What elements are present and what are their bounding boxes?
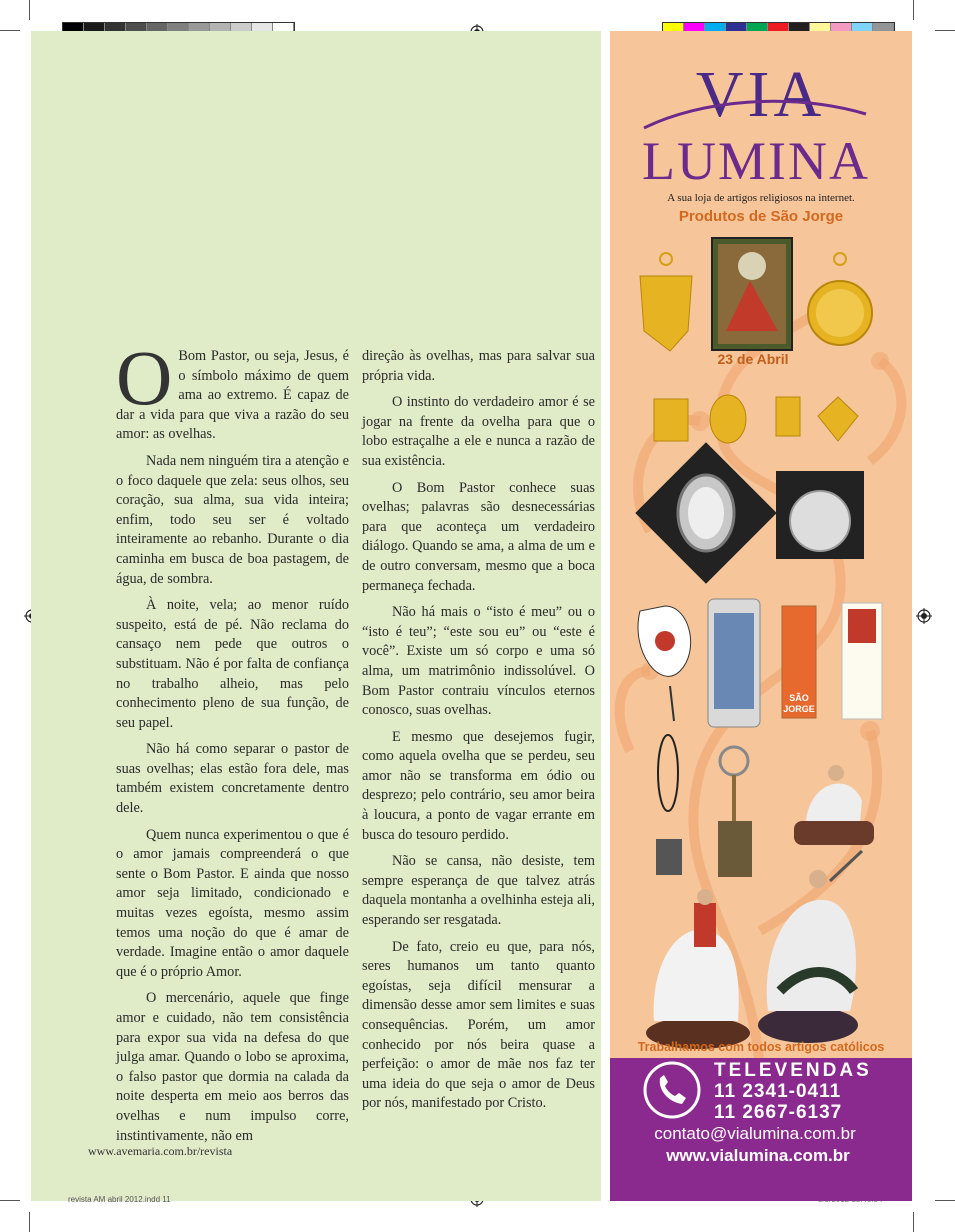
crop-mark	[935, 1200, 955, 1201]
article-paragraph: À noite, vela; ao menor ruído suspeito, está de pé. Não reclama do cansaço nem pede que outros o substituam. Não é por falta de confiança no trabalho alheio, mas pelo conhecimento pleno de sua função, de seu papel.	[116, 597, 349, 731]
gold-pendant-icon	[654, 399, 688, 441]
televendas-title: TELEVENDAS	[714, 1060, 872, 1081]
keychain-icon	[656, 735, 682, 875]
article-paragraph: Nada nem ninguém tira a atenção e o foco daquele que zela: seus olhos, seu coração, sua alma, sua vida inteira; enfim, todo seu ser é voltado inteiramente ao rebanho. Durante o dia caminha em busca de boa pastagem, de água, de sombra.	[116, 452, 349, 587]
phone-number: 11 2341-0411	[714, 1081, 842, 1102]
ad-bottom-line: Trabalhamos com todos artigos católicos	[637, 1040, 885, 1054]
crop-mark	[0, 1200, 20, 1201]
rosary-card-icon	[638, 606, 691, 721]
crop-mark	[29, 1212, 30, 1232]
svg-text:JORGE: JORGE	[783, 704, 815, 714]
gold-pendant-icon	[776, 397, 800, 436]
logo-lumina: LUMINA	[642, 131, 870, 191]
prayer-box-icon	[782, 606, 816, 718]
crop-mark	[935, 30, 955, 31]
article-paragraph: Quem nunca experimentou o que é o amor jamais compreenderá o que sente o Bom Pastor. E ainda que nosso amor seja limitado, condicionado e muitas vezes egoísta, mesmo assim temos uma noção do que é amar de verdade. Imagine então o amor daquele que é o próprio Amor.	[116, 826, 349, 980]
footer-url: www.avemaria.com.br/revista	[88, 1144, 233, 1158]
gold-pendant-icon	[640, 253, 692, 351]
crop-mark	[913, 1212, 914, 1232]
advertisement	[610, 31, 912, 1201]
article-paragraph: E mesmo que desejemos fugir, como aquela ovelha que se perdeu, seu amor não se transforma em ódio ou desprezo; pelo contrário, seu amor beira à loucura, a ponto de vagar errante em busca do tesouro perdido.	[362, 728, 595, 843]
statue-icon	[758, 851, 862, 1043]
article-paragraph: Não se cansa, não desiste, tem sempre esperança de que talvez atrás daquela montanha a ovelhinha esteja ali, esperando ser resgatada.	[362, 853, 595, 929]
registration-mark-icon	[916, 608, 932, 624]
article-paragraph: O instinto do verdadeiro amor é se jogar na frente da ovelha para que o lobo estraçalhe a ele e nunca a razão de sua existência.	[362, 394, 595, 469]
ad-tagline: A sua loja de artigos religiosos na internet.	[667, 192, 855, 204]
file-slug: revista AM abril 2012.indd 11	[68, 1195, 171, 1204]
crop-mark	[0, 30, 20, 31]
logo-swoosh-icon	[640, 94, 870, 134]
keychain-icon	[718, 747, 752, 877]
article-paragraph: O mercenário, aquele que finge amor e cuidado, não tem consistência para expor sua vida na defesa do que julga amar. Quando o lobo se aproxima, o falso pastor que dormia na calada da noite desperta em meio aos berros das ovelhas e num impulso corre, instintivamente, não em	[116, 990, 349, 1144]
article-paragraph: O Bom Pastor, ou seja, Jesus, é o símbolo máximo de quem ama ao extremo. É capaz de dar a vida para que viva a razão do seu amor: as ovelhas.	[116, 334, 349, 443]
article-column-1	[116, 334, 349, 1153]
ad-subtitle: Produtos de São Jorge	[678, 208, 844, 225]
article-paragraph: direção às ovelhas, mas para salvar sua própria vida.	[362, 348, 595, 384]
logo-via: VIA	[695, 58, 826, 131]
prayer-card-icon	[842, 603, 882, 719]
statue-icon	[794, 765, 874, 845]
date-label: 23 de Abril	[717, 351, 789, 367]
crop-mark	[913, 0, 914, 20]
article-column-2	[362, 347, 595, 1121]
phone-number: 11 2667-6137	[714, 1102, 843, 1123]
contact-email: contato@vialumina.com.br	[654, 1124, 856, 1143]
saint-george-card-icon	[712, 238, 792, 350]
gold-pendant-icon	[818, 397, 858, 441]
silver-pendant-icon	[635, 442, 776, 583]
silver-pendant-icon	[776, 471, 864, 559]
statue-icon	[646, 889, 750, 1049]
drop-cap: O	[116, 334, 173, 421]
gold-medal-icon	[808, 253, 872, 345]
article-paragraph: O Bom Pastor conhece suas ovelhas; palavras são desnecessárias para que aconteça um verdadeiro diálogo. Quando se ama, a alma de um e de outro conversam, mesmo que a boca permaneça fechada.	[362, 479, 595, 594]
svg-text:SÃO: SÃO	[789, 693, 809, 703]
article-paragraph: De fato, creio eu que, para nós, seres humanos um tanto quanto egoístas, seja difícil mensurar a dimensão desse amor sem limites e suas consequências. Porém, um amor conhecido por nós beira quase a perfeição: o amor de mãe nos faz ter uma ideia do que seja o amor de Deus por nós, manifestado por Cristo.	[362, 938, 595, 1112]
article-paragraph: Não há mais o “isto é meu” ou o “isto é teu”; “este sou eu” ou “este é você”. Existe um só corpo e uma só alma, um matrimônio indissolúvel. O Bom Pastor contraiu vínculos eternos conosco, suas ovelhas.	[362, 604, 595, 719]
article-paragraph: Não há como separar o pastor de suas ovelhas; elas estão fora dele, mas também existem concretamente dentro dele.	[116, 741, 349, 817]
crop-mark	[29, 0, 30, 20]
gold-pendant-icon	[710, 395, 746, 443]
product-images	[610, 31, 912, 1201]
website-url: www.vialumina.com.br	[666, 1146, 850, 1165]
phone-icon	[642, 1060, 702, 1120]
candle-icon	[708, 599, 760, 727]
